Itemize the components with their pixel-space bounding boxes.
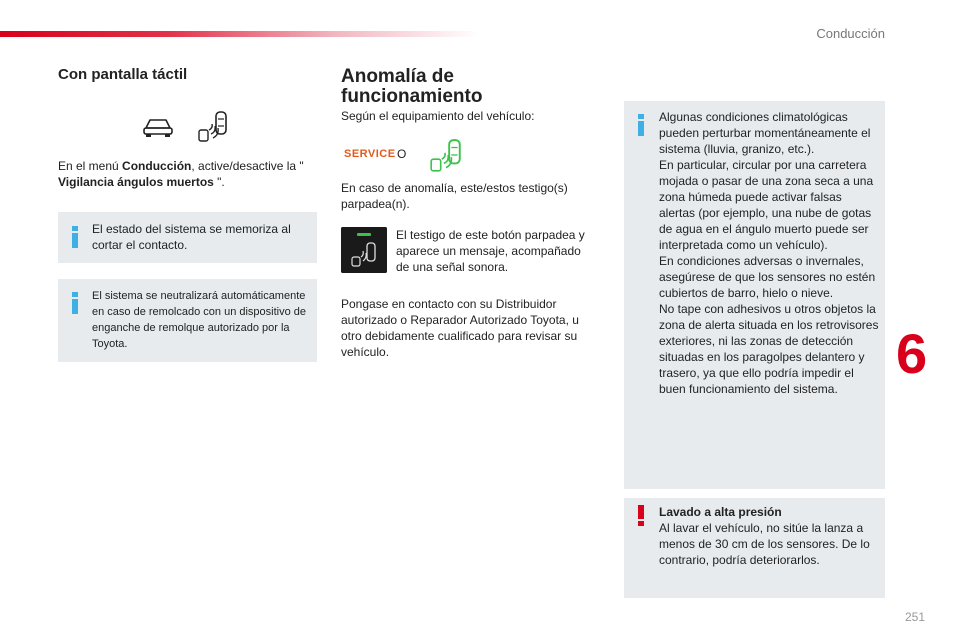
info-box-weather — [624, 101, 885, 489]
info-box-memory — [58, 212, 317, 263]
car-icon — [142, 116, 174, 138]
blind-spot-button-icon — [341, 227, 387, 273]
touchscreen-instruction: En el menú Conducción, active/desactive la " Vigilancia ángulos muertos ". — [58, 159, 304, 189]
warning-icon — [638, 505, 644, 526]
section-heading-malfunction: Anomalía de funcionamiento — [341, 66, 483, 107]
chapter-number: 6 — [896, 322, 928, 385]
equipment-intro: Según el equipamiento del vehículo: — [341, 109, 535, 123]
warning-title: Lavado a alta presión — [659, 505, 782, 519]
info-icon — [72, 292, 78, 314]
menu-name-driving: Conducción — [122, 159, 192, 173]
function-name-blind-spot: Vigilancia ángulos muertos — [58, 175, 214, 189]
chapter-title: Conducción — [816, 26, 885, 41]
info-box-towing — [58, 279, 317, 362]
button-flashing-text: El testigo de este botón parpadea y aparece un mensaje, acompañado de una señal sonora. — [396, 228, 585, 274]
warning-box-pressure-wash — [624, 498, 885, 598]
blind-spot-warning-light-icon — [428, 138, 464, 174]
blind-spot-sensor-icon — [196, 110, 230, 144]
info-text-towing: El sistema se neutralizará automáticamente en caso de remolcado con un dispositivo de enganche de remolque autorizado por la Toyota. — [92, 290, 307, 350]
info-text-weather: Algunas condiciones climatológicas pueden perturbar momentáneamente el sistema (lluvia, granizo, etc.). En particular, circular por una carretera mojada o pasar de una zona seca a una zona húmeda puede activar falsas alertas (por ejemplo, una nube de gotas de agua en el ángulo muerto puede ser interpretada como un vehículo). En condiciones adversas o invernales, asegúrese de que los sensores no estén cubiertos de barro, hielo o nieve. No tape con adhesivos u otros objetos la zona de alerta situada en los retrovisores exteriores, ni las zonas de detección situadas en los paragolpes delantero y trasero, ya que ello podría impedir el buen funcionamiento del sistema. — [659, 110, 879, 396]
or-text: O — [397, 147, 407, 161]
page-number: 251 — [905, 610, 926, 624]
info-icon — [638, 114, 644, 136]
anomaly-flashing-text: En caso de anomalía, este/estos testigo(s) parpadea(n). — [341, 181, 568, 211]
contact-dealer-text: Pongase en contacto con su Distribuidor autorizado o Reparador Autorizado Toyota, u otro debidamente cualificado para revisar su vehículo. — [341, 297, 579, 359]
section-heading-touchscreen: Con pantalla táctil — [58, 66, 188, 83]
info-icon — [72, 226, 78, 248]
service-warning-label: SERVICE — [344, 148, 396, 160]
warning-text: Al lavar el vehículo, no sitúe la lanza a menos de 30 cm de los sensores. De lo contrario, podría deteriorarlos. — [659, 521, 870, 567]
info-text-memory: El estado del sistema se memoriza al cortar el contacto. — [92, 222, 291, 252]
chapter-color-bar — [0, 31, 480, 37]
